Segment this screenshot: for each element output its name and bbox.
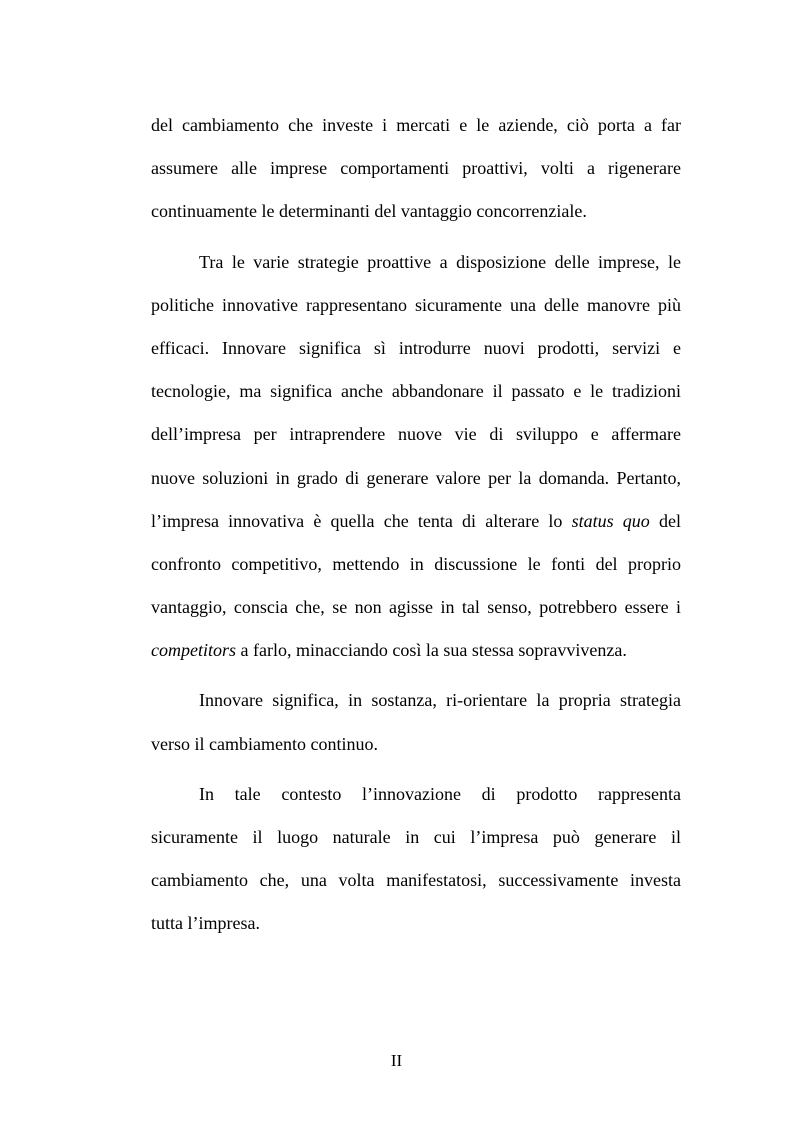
text-run: l’impresa innovativa è quella che tenta di alterare lo [151, 510, 572, 531]
text-line [151, 457, 681, 500]
text-run: vantaggio, conscia che, se non agisse in tal senso, potrebbero essere i [151, 597, 681, 618]
text-line [151, 773, 681, 816]
text-run: sicuramente il luogo naturale in cui l’impresa può generare il [151, 827, 681, 847]
page-number: II [390, 1051, 403, 1070]
text-line [151, 723, 681, 766]
text-line [151, 859, 681, 902]
italic-phrase: competitors [151, 640, 236, 661]
text-run: efficaci. Innovare significa sì introdurre nuovi prodotti, servizi e [151, 337, 681, 358]
text-line [151, 284, 681, 327]
text-line [151, 104, 681, 147]
text-run: continuamente le determinanti del vantaggio concorrenziale. [151, 201, 587, 222]
text-run: tecnologie, ma significa anche abbandonare il passato e le tradizioni [151, 381, 681, 402]
text-line [151, 816, 681, 859]
text-run: politiche innovative rappresentano sicuramente una delle manovre più [151, 294, 681, 315]
text-line [151, 543, 681, 586]
text-run: In tale contesto l’innovazione di prodotto rappresenta [199, 783, 681, 804]
text-line [151, 586, 681, 629]
paragraph-continuation [151, 104, 681, 234]
paragraph-proactive-strategies [151, 241, 681, 673]
text-run: verso il cambiamento continuo. [151, 733, 378, 754]
text-run: del cambiamento che investe i mercati e le aziende, ciò porta a far [151, 115, 681, 135]
body-text [151, 104, 681, 946]
text-run: Tra le varie strategie proattive a disposizione delle imprese, le [199, 251, 681, 272]
text-line [151, 327, 681, 370]
text-run: del [649, 510, 681, 531]
text-run: cambiamento che, una volta manifestatosi, successivamente investa [151, 870, 681, 891]
text-run: dell’impresa per intraprendere nuove vie di sviluppo e affermare [151, 424, 681, 445]
text-line [151, 629, 681, 672]
text-run: Innovare significa, in sostanza, ri-orientare la propria strategia [199, 690, 681, 711]
text-run: assumere alle imprese comportamenti proattivi, volti a rigenerare [151, 158, 681, 179]
text-line [151, 413, 681, 456]
text-line [151, 679, 681, 722]
text-run: a farlo, minacciando così la sua stessa sopravvivenza. [236, 640, 627, 661]
paragraph-product-innovation [151, 773, 681, 946]
text-line [151, 241, 681, 284]
italic-phrase: status quo [571, 510, 650, 531]
text-run: tutta l’impresa. [151, 913, 260, 934]
paragraph-reorientation [151, 679, 681, 765]
text-line [151, 190, 681, 233]
text-run: nuove soluzioni in grado di generare valore per la domanda. Pertanto, [151, 467, 681, 488]
text-line [151, 902, 681, 945]
text-line [151, 500, 681, 543]
text-line [151, 147, 681, 190]
text-line [151, 370, 681, 413]
text-run: confronto competitivo, mettendo in discussione le fonti del proprio [151, 553, 681, 574]
